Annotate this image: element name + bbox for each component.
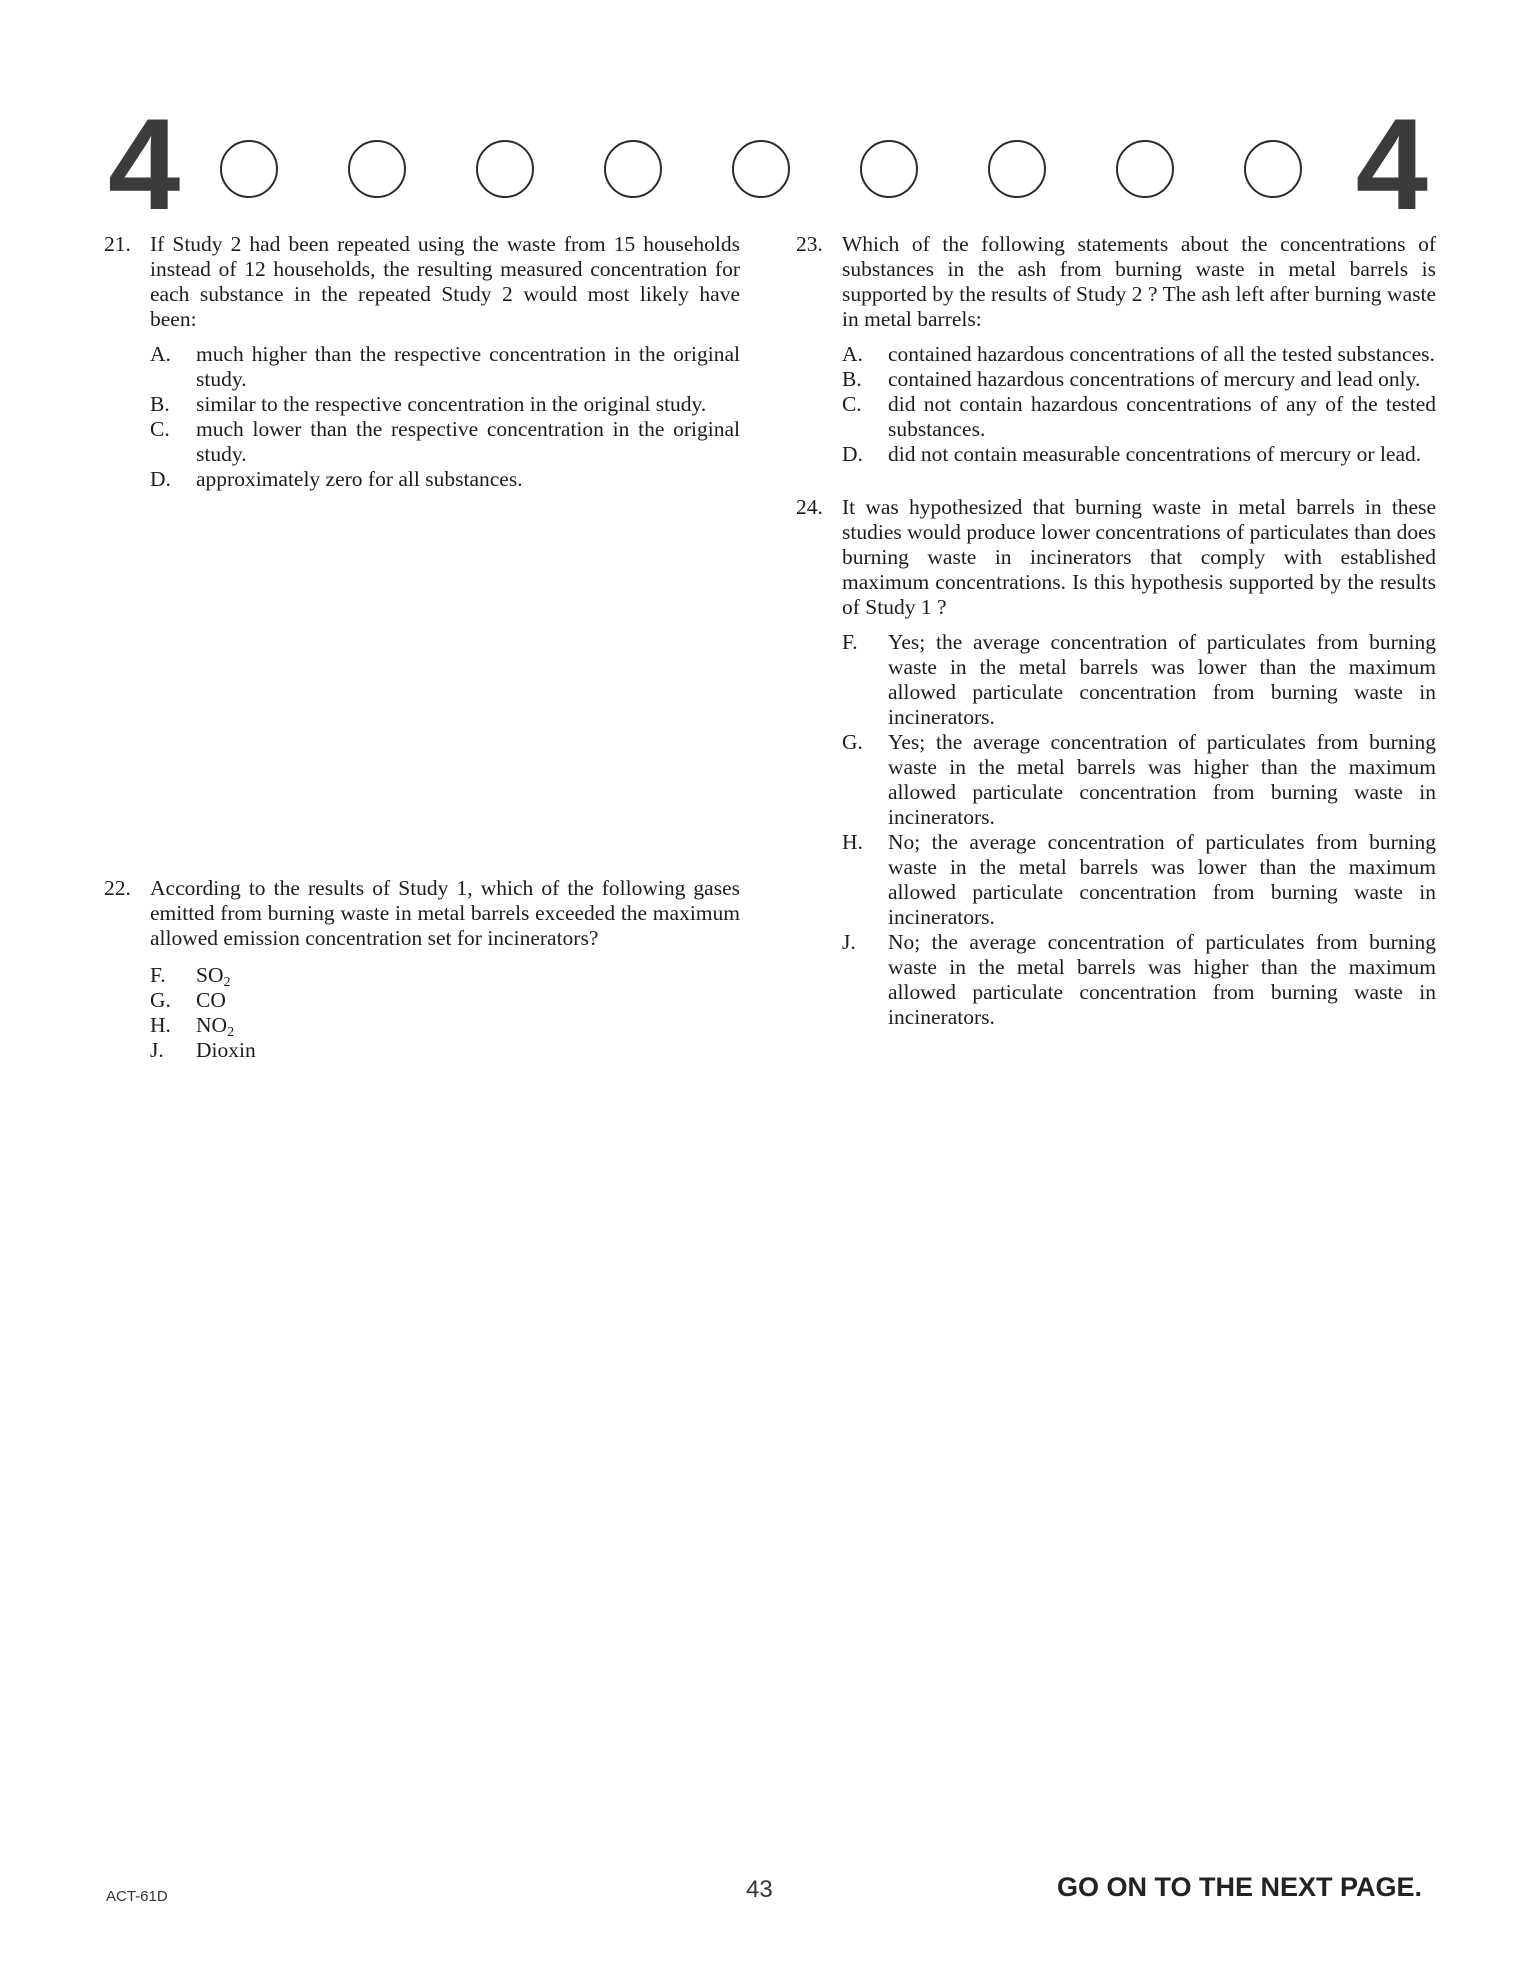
option-letter: G. xyxy=(842,730,863,754)
answer-option[interactable] xyxy=(842,630,1436,730)
answer-option[interactable] xyxy=(842,442,1436,467)
option-text: did not contain hazardous concentrations of any of the tested substances. xyxy=(888,392,1436,441)
left-column xyxy=(104,232,740,1063)
answer-option[interactable] xyxy=(150,1013,740,1038)
answer-option[interactable] xyxy=(150,988,740,1013)
answer-option[interactable] xyxy=(842,342,1436,367)
option-letter: A. xyxy=(150,342,171,366)
answer-options-23 xyxy=(796,342,1436,467)
answer-option[interactable] xyxy=(842,367,1436,392)
option-text: much lower than the respective concentration in the original study. xyxy=(196,417,740,466)
option-letter: F. xyxy=(150,963,166,987)
question-stem: Which of the following statements about the concentrations of substances in the ash from burning waste in metal barrels is supported by the results of Study 2 ? The ash left after burning waste in metal barrels: xyxy=(842,232,1436,331)
option-text: Yes; the average concentration of particulates from burning waste in the metal barrels was lower than the maximum allowed particulate concentration from burning waste in incinerators. xyxy=(888,630,1436,729)
section-header xyxy=(108,91,1428,237)
option-letter: H. xyxy=(150,1013,171,1037)
option-letter: A. xyxy=(842,342,863,366)
option-letter: C. xyxy=(150,417,170,441)
question-stem: It was hypothesized that burning waste in metal barrels in these studies would produce lower concentrations of particulates than does burning waste in incinerators that comply with established maximum concentrations. Is this hypothesis supported by the results of Study 1 ? xyxy=(842,495,1436,619)
option-text: Yes; the average concentration of particulates from burning waste in the metal barrels was higher than the maximum allowed particulate concentration from burning waste in incinerators. xyxy=(888,730,1436,829)
question-21 xyxy=(104,232,740,332)
option-text: approximately zero for all substances. xyxy=(196,467,523,491)
option-letter: D. xyxy=(150,467,171,491)
answer-options-21 xyxy=(104,342,740,492)
option-letter: G. xyxy=(150,988,171,1012)
option-text: did not contain measurable concentrations of mercury or lead. xyxy=(888,442,1422,466)
option-letter: J. xyxy=(150,1038,164,1062)
option-letter: J. xyxy=(842,930,856,954)
option-text: Dioxin xyxy=(196,1038,256,1062)
question-23 xyxy=(796,232,1436,332)
answer-option[interactable] xyxy=(150,342,740,392)
circle-icon xyxy=(1244,140,1302,198)
answer-option[interactable] xyxy=(150,963,740,988)
option-text: much higher than the respective concentration in the original study. xyxy=(196,342,740,391)
circle-icon xyxy=(1116,140,1174,198)
form-code: ACT-61D xyxy=(106,1888,168,1905)
option-letter: D. xyxy=(842,442,863,466)
circle-icon xyxy=(348,140,406,198)
circle-icon xyxy=(220,140,278,198)
question-number: 22. xyxy=(104,876,131,900)
option-text: No; the average concentration of particulates from burning waste in the metal barrels was lower than the maximum allowed particulate concentration from burning waste in incinerators. xyxy=(888,830,1436,929)
question-24 xyxy=(796,495,1436,620)
answer-options-24 xyxy=(796,630,1436,1030)
question-stem: If Study 2 had been repeated using the waste from 15 households instead of 12 households, the resulting measured concentration for each substance in the repeated Study 2 would most likely have been: xyxy=(150,232,740,331)
answer-option[interactable] xyxy=(150,1038,740,1063)
answer-option[interactable] xyxy=(150,417,740,467)
right-column xyxy=(796,232,1436,1030)
option-letter: C. xyxy=(842,392,862,416)
circle-icon xyxy=(476,140,534,198)
answer-option[interactable] xyxy=(150,467,740,492)
section-number-right: 4 xyxy=(1355,91,1428,237)
option-text: contained hazardous concentrations of all the tested substances. xyxy=(888,342,1435,366)
answer-option[interactable] xyxy=(842,392,1436,442)
page-number: 43 xyxy=(746,1876,773,1903)
option-letter: F. xyxy=(842,630,858,654)
circle-icon xyxy=(604,140,662,198)
next-page-notice: GO ON TO THE NEXT PAGE. xyxy=(1056,1872,1422,1902)
option-text: $NO_2$ xyxy=(196,1013,235,1040)
question-stem: According to the results of Study 1, which of the following gases emitted from burning waste in metal barrels exceeded the maximum allowed emission concentration set for incinerators? xyxy=(150,876,740,950)
circle-icon xyxy=(860,140,918,198)
answer-option[interactable] xyxy=(842,830,1436,930)
section-number-left: 4 xyxy=(108,91,181,237)
question-number: 21. xyxy=(104,232,131,256)
question-number: 23. xyxy=(796,232,823,256)
answer-option[interactable] xyxy=(150,392,740,417)
question-22 xyxy=(104,876,740,951)
question-number: 24. xyxy=(796,495,823,519)
answer-option[interactable] xyxy=(842,930,1436,1030)
option-letter: H. xyxy=(842,830,863,854)
circle-icon xyxy=(732,140,790,198)
option-text: CO xyxy=(196,988,226,1012)
option-letter: B. xyxy=(842,367,862,391)
answer-options-22 xyxy=(104,963,740,1063)
option-text: $SO_2$ xyxy=(196,963,231,990)
option-text: contained hazardous concentrations of mercury and lead only. xyxy=(888,367,1421,391)
circle-icon xyxy=(988,140,1046,198)
answer-option[interactable] xyxy=(842,730,1436,830)
option-text: No; the average concentration of particulates from burning waste in the metal barrels was higher than the maximum allowed particulate concentration from burning waste in incinerators. xyxy=(888,930,1436,1029)
option-letter: B. xyxy=(150,392,170,416)
option-text: similar to the respective concentration in the original study. xyxy=(196,392,707,416)
